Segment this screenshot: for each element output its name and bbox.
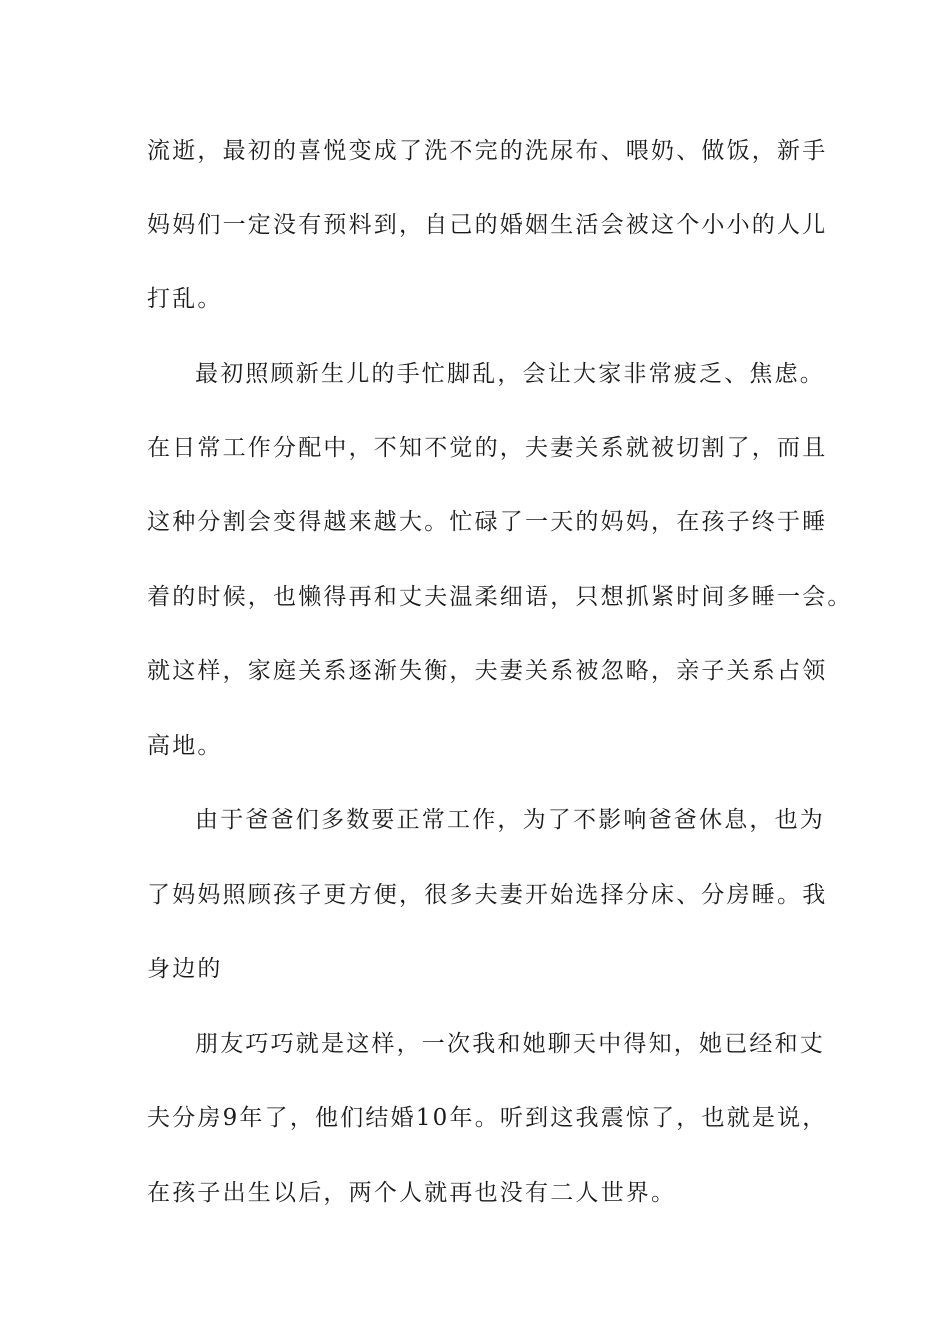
text-line: 妈妈们一定没有预料到，自己的婚姻生活会被这个小小的人儿: [147, 212, 828, 238]
text-line: 在日常工作分配中，不知不觉的，夫妻关系就被切割了，而且: [147, 435, 828, 461]
text-line: 高地。: [147, 733, 223, 759]
text-line: 由于爸爸们多数要正常工作，为了不影响爸爸休息，也为: [195, 807, 825, 833]
text-line: 最初照顾新生儿的手忙脚乱，会让大家非常疲乏、焦虑。: [195, 361, 825, 387]
text-line: 了妈妈照顾孩子更方便，很多夫妻开始选择分床、分房睡。我: [147, 882, 828, 908]
text-line: 就这样，家庭关系逐渐失衡，夫妻关系被忽略，亲子关系占领: [147, 658, 828, 684]
text-line: 在孩子出生以后，两个人就再也没有二人世界。: [147, 1180, 677, 1206]
text-line: 流逝，最初的喜悦变成了洗不完的洗尿布、喂奶、做饭，新手: [147, 138, 828, 164]
text-line: 朋友巧巧就是这样，一次我和她聊天中得知，她已经和丈: [195, 1031, 825, 1057]
text-line: 打乱。: [147, 286, 223, 312]
text-line: 着的时候，也懒得再和丈夫温柔细语，只想抓紧时间多睡一会。: [147, 584, 853, 610]
text-line: 夫分房9年了，他们结婚10年。听到这我震惊了，也就是说，: [147, 1105, 828, 1131]
text-line: 身边的: [147, 956, 223, 982]
text-line: 这种分割会变得越来越大。忙碌了一天的妈妈，在孩子终于睡: [147, 509, 828, 535]
